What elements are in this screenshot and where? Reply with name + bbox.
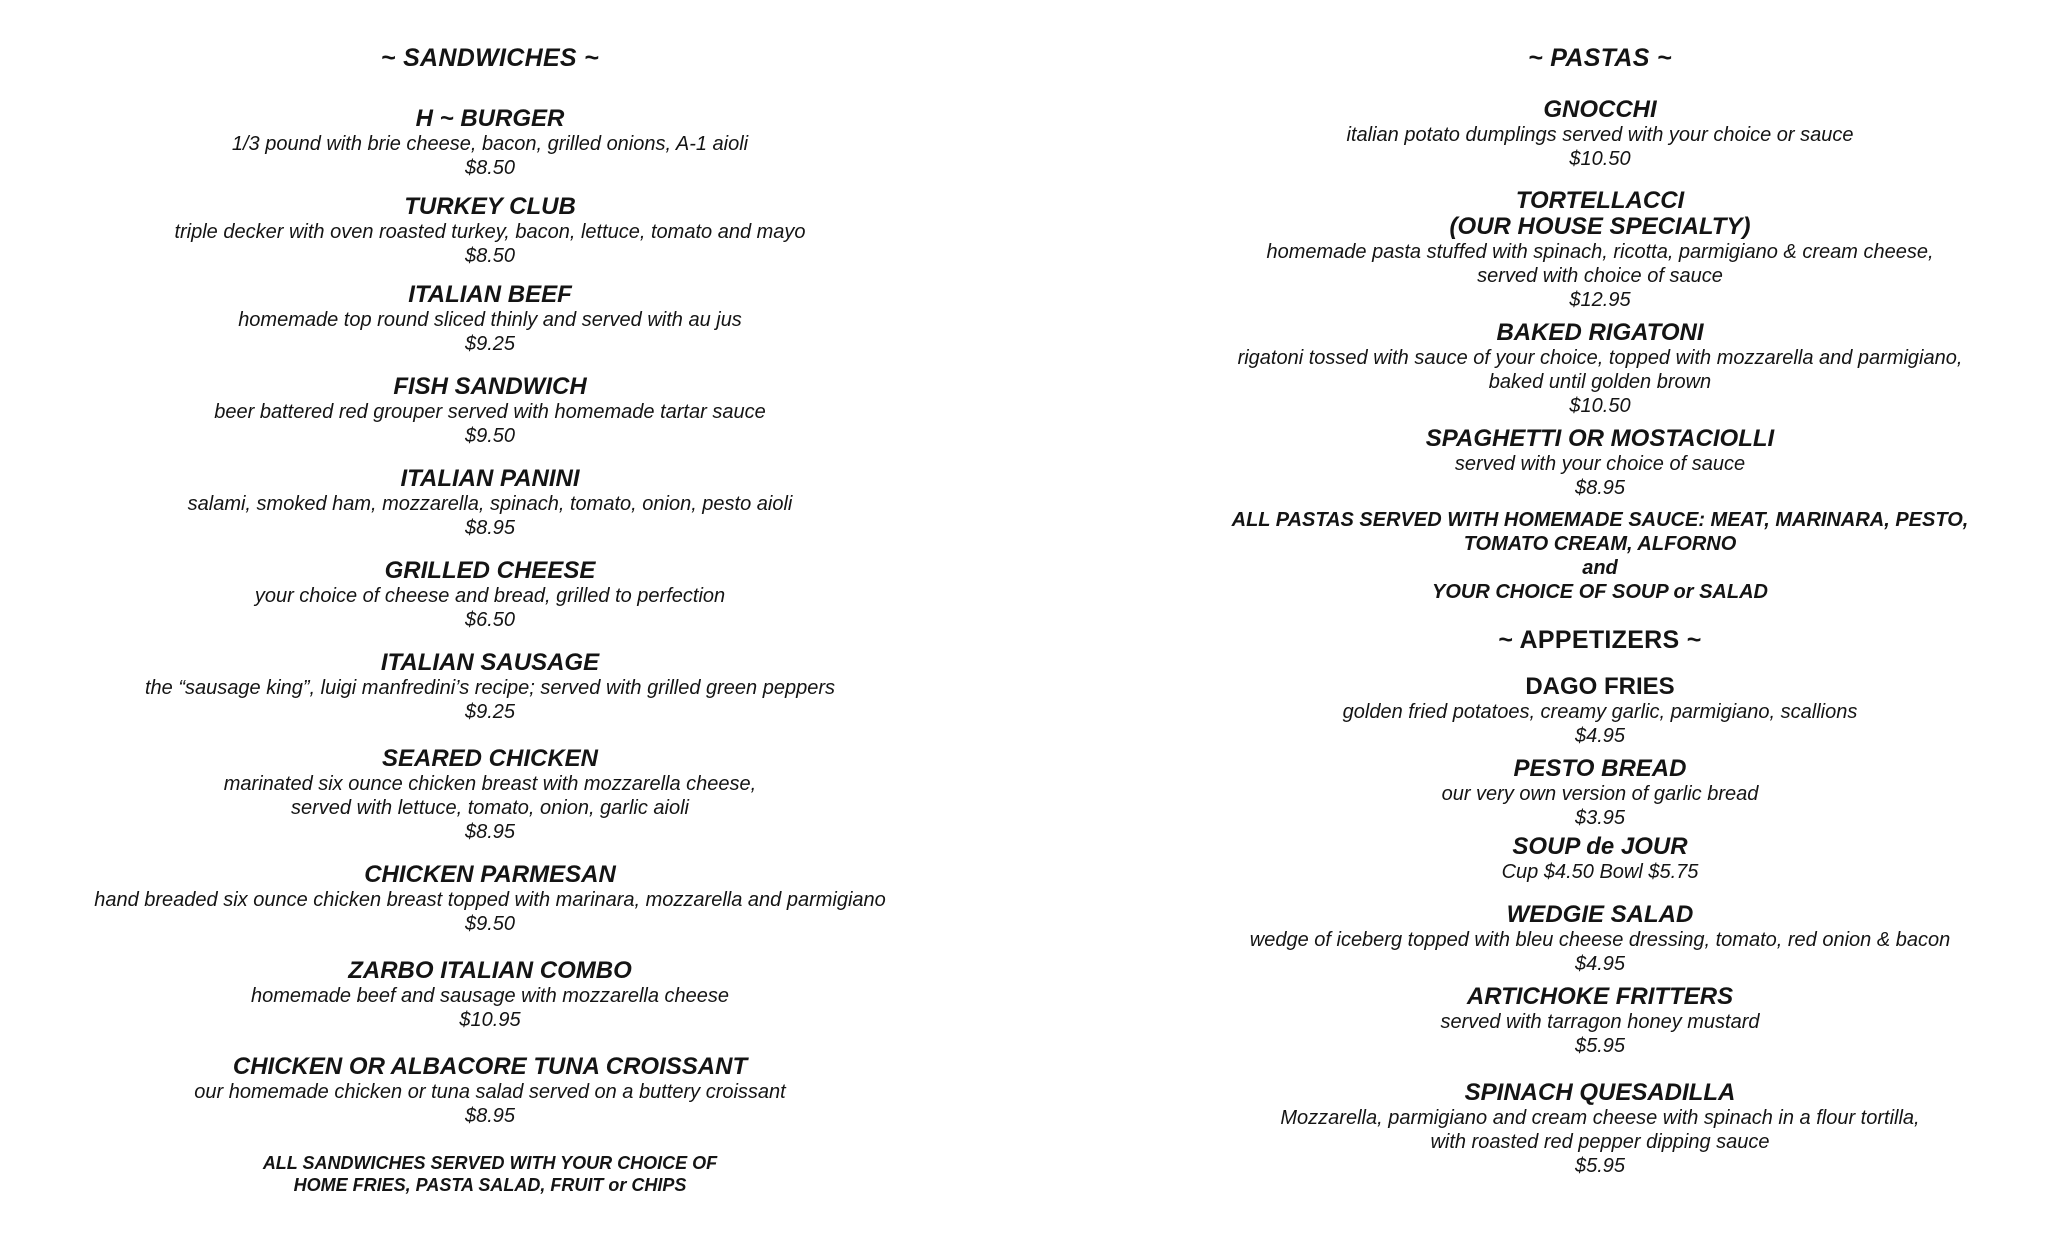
item-description: golden fried potatoes, creamy garlic, parmigiano, scallions bbox=[1342, 701, 1858, 723]
item-name: ITALIAN BEEF bbox=[408, 281, 572, 308]
item-name: SOUP de JOUR bbox=[1512, 833, 1688, 860]
menu-item bbox=[1190, 426, 2010, 500]
item-description: our homemade chicken or tuna salad served on a buttery croissant bbox=[194, 1081, 786, 1103]
item-name: CHICKEN PARMESAN bbox=[364, 861, 616, 888]
item-price: $9.50 bbox=[464, 913, 516, 935]
menu-item bbox=[1190, 902, 2010, 976]
item-description: homemade beef and sausage with mozzarella cheese bbox=[250, 985, 730, 1007]
note-line: YOUR CHOICE OF SOUP or SALAD bbox=[1432, 581, 1768, 603]
item-price: $6.50 bbox=[464, 609, 516, 631]
item-description: your choice of cheese and bread, grilled to perfection bbox=[254, 585, 726, 607]
menu-item bbox=[1190, 188, 2010, 312]
pastas-note bbox=[1190, 508, 2010, 604]
sandwiches-note bbox=[60, 1152, 920, 1196]
item-description: with roasted red pepper dipping sauce bbox=[1430, 1131, 1770, 1153]
item-name: PESTO BREAD bbox=[1513, 755, 1687, 782]
menu-item bbox=[60, 1054, 920, 1128]
item-description: served with your choice of sauce bbox=[1454, 453, 1746, 475]
menu-item bbox=[1190, 320, 2010, 418]
menu-item bbox=[60, 106, 920, 180]
item-description: rigatoni tossed with sauce of your choice, topped with mozzarella and parmigiano, bbox=[1237, 347, 1963, 369]
item-price: $3.95 bbox=[1574, 807, 1626, 829]
note-line: TOMATO CREAM, ALFORNO bbox=[1463, 533, 1737, 555]
note-line: ALL SANDWICHES SERVED WITH YOUR CHOICE OF bbox=[262, 1153, 718, 1173]
item-name: FISH SANDWICH bbox=[393, 373, 587, 400]
item-description: Mozzarella, parmigiano and cream cheese with spinach in a flour tortilla, bbox=[1280, 1107, 1920, 1129]
item-description: italian potato dumplings served with your choice or sauce bbox=[1346, 124, 1854, 146]
item-description: 1/3 pound with brie cheese, bacon, grilled onions, A-1 aioli bbox=[231, 133, 749, 155]
menu-item bbox=[60, 862, 920, 936]
note-line: ALL PASTAS SERVED WITH HOMEMADE SAUCE: MEAT, MARINARA, PESTO, bbox=[1231, 509, 1969, 531]
item-price: $5.95 bbox=[1574, 1155, 1626, 1177]
item-name: ITALIAN SAUSAGE bbox=[380, 649, 600, 676]
item-price: $9.25 bbox=[464, 333, 516, 355]
menu-item bbox=[1190, 674, 2010, 748]
item-name: GRILLED CHEESE bbox=[384, 557, 596, 584]
appetizers-heading: ~ APPETIZERS ~ bbox=[1498, 626, 1702, 654]
item-price: $12.95 bbox=[1569, 289, 1631, 311]
item-description: homemade pasta stuffed with spinach, ricotta, parmigiano & cream cheese, bbox=[1266, 241, 1934, 263]
item-name: SEARED CHICKEN bbox=[381, 745, 599, 772]
menu-item bbox=[60, 194, 920, 268]
menu-item bbox=[60, 958, 920, 1032]
menu-item bbox=[1190, 97, 2010, 171]
menu-item bbox=[60, 282, 920, 356]
item-price: $8.95 bbox=[464, 821, 516, 843]
item-price: $5.95 bbox=[1574, 1035, 1626, 1057]
item-name: WEDGIE SALAD bbox=[1506, 901, 1694, 928]
item-price: $8.50 bbox=[464, 157, 516, 179]
menu-item bbox=[1190, 1080, 2010, 1178]
menu-item bbox=[1190, 834, 2010, 884]
menu-item bbox=[60, 650, 920, 724]
item-name: TURKEY CLUB bbox=[404, 193, 576, 220]
menu-item bbox=[60, 558, 920, 632]
item-name: H ~ BURGER bbox=[415, 105, 565, 132]
item-price: $4.95 bbox=[1574, 725, 1626, 747]
item-price: $10.95 bbox=[459, 1009, 521, 1031]
item-name: CHICKEN OR ALBACORE TUNA CROISSANT bbox=[232, 1053, 748, 1080]
item-description: marinated six ounce chicken breast with mozzarella cheese, bbox=[223, 773, 757, 795]
pastas-heading: ~ PASTAS ~ bbox=[1528, 44, 1672, 72]
item-description: served with lettuce, tomato, onion, garlic aioli bbox=[291, 797, 689, 819]
item-price: $8.95 bbox=[1574, 477, 1626, 499]
item-price: $4.95 bbox=[1574, 953, 1626, 975]
item-description: served with choice of sauce bbox=[1477, 265, 1723, 287]
menu-item bbox=[60, 466, 920, 540]
item-name: ZARBO ITALIAN COMBO bbox=[348, 957, 632, 984]
note-line: HOME FRIES, PASTA SALAD, FRUIT or CHIPS bbox=[293, 1175, 687, 1195]
note-line: and bbox=[1582, 557, 1618, 579]
item-price: $10.50 bbox=[1569, 148, 1631, 170]
item-description: our very own version of garlic bread bbox=[1441, 783, 1759, 805]
menu-item bbox=[60, 374, 920, 448]
item-price: $9.25 bbox=[464, 701, 516, 723]
menu-item bbox=[60, 746, 920, 844]
item-description: the “sausage king”, luigi manfredini’s recipe; served with grilled green peppers bbox=[145, 677, 835, 699]
item-description: served with tarragon honey mustard bbox=[1440, 1011, 1760, 1033]
item-price: $8.50 bbox=[464, 245, 516, 267]
item-name: SPAGHETTI OR MOSTACIOLLI bbox=[1425, 425, 1775, 452]
item-name: TORTELLACCI bbox=[1515, 187, 1685, 214]
item-description: hand breaded six ounce chicken breast topped with marinara, mozzarella and parmigiano bbox=[94, 889, 886, 911]
item-description: wedge of iceberg topped with bleu cheese dressing, tomato, red onion & bacon bbox=[1249, 929, 1951, 951]
item-price: $8.95 bbox=[464, 1105, 516, 1127]
menu-item bbox=[1190, 984, 2010, 1058]
item-price: $8.95 bbox=[464, 517, 516, 539]
item-name: DAGO FRIES bbox=[1525, 673, 1675, 700]
item-price: Cup $4.50 Bowl $5.75 bbox=[1501, 861, 1699, 883]
item-name: BAKED RIGATONI bbox=[1496, 319, 1704, 346]
item-description: homemade top round sliced thinly and served with au jus bbox=[238, 309, 742, 331]
item-price: $10.50 bbox=[1569, 395, 1631, 417]
item-description: salami, smoked ham, mozzarella, spinach, tomato, onion, pesto aioli bbox=[187, 493, 793, 515]
item-price: $9.50 bbox=[464, 425, 516, 447]
sandwiches-heading: ~ SANDWICHES ~ bbox=[380, 44, 600, 72]
menu-item bbox=[1190, 756, 2010, 830]
item-name: ITALIAN PANINI bbox=[400, 465, 580, 492]
item-subtitle: (OUR HOUSE SPECIALTY) bbox=[1449, 213, 1751, 240]
item-description: triple decker with oven roasted turkey, bacon, lettuce, tomato and mayo bbox=[174, 221, 806, 243]
item-description: baked until golden brown bbox=[1488, 371, 1712, 393]
item-name: GNOCCHI bbox=[1543, 96, 1657, 123]
item-description: beer battered red grouper served with homemade tartar sauce bbox=[214, 401, 766, 423]
item-name: ARTICHOKE FRITTERS bbox=[1466, 983, 1734, 1010]
item-name: SPINACH QUESADILLA bbox=[1464, 1079, 1736, 1106]
